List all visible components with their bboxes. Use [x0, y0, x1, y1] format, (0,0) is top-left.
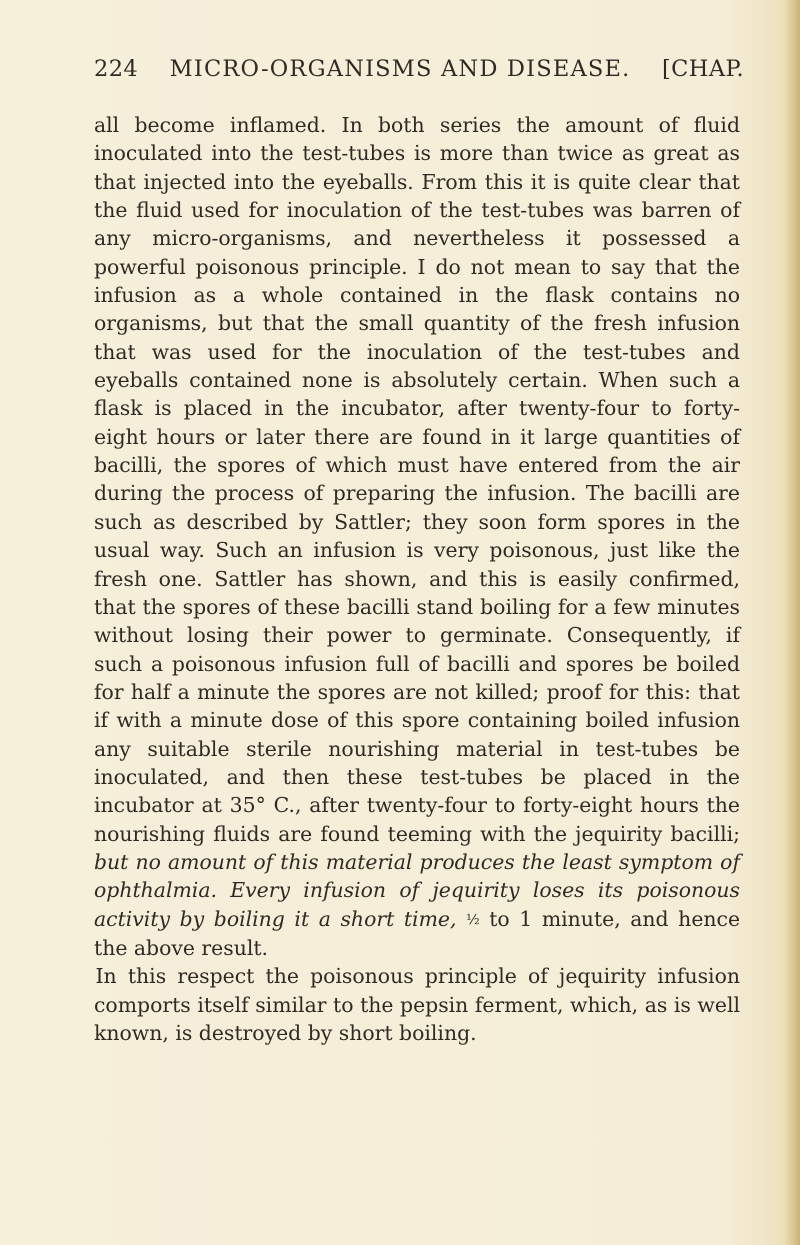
body-text: [94, 111, 740, 1047]
running-title: MICRO-ORGANISMS AND DISEASE.: [169, 56, 631, 82]
paragraph-2: In this respect the poisonous principle of jequirity infusion comports itself similar to the pepsin ferment, which, as is well known, is destroyed by short boiling.: [94, 964, 740, 1045]
running-header: [94, 56, 744, 86]
chapter-marker: [CHAP.: [662, 56, 744, 82]
paragraph-1-italic: but no amount of this material produces the least symptom of ophthalmia. Every infusion of jequirity loses its poisonous activity by boiling it a short time,: [94, 849, 740, 931]
paragraph-1-text-a: all become inflamed. In both series the amount of fluid inoculated into the test-tubes is more than twice as great as that injected into the eyeballs. From this it is quite clear that the fluid used for inoculation of the test-tubes was barren of any micro-organisms, and nevertheless it possessed a powerful poisonous principle. I do not mean to say that the infusion as a whole contained in the flask contains no organisms, but that the small quantity of the fresh infusion that was used for the inoculation of the test-tubes and eyeballs contained none is absolutely certain. When such a flask is placed in the incubator, after twenty-four to forty-eight hours or later there are found in it large quantities of bacilli, the spores of which must have entered from the air during the process of preparing the infusion. The bacilli are such as described by Sattler; they soon form spores in the usual way. Such an infusion is very poisonous, just like the fresh one. Sattler has shown, and this is easily confirmed, that the spores of these bacilli stand boiling for a few minutes without losing their power to germinate. Consequently, if such a poisonous infusion full of bacilli and spores be boiled for half a minute the spores are not killed; proof for this: that if with a minute dose of this spore containing boiled infusion any suitable sterile nourishing material in test-tubes be inoculated, and then these test-tubes be placed in the incubator at 35° C., after twenty-four to forty-eight hours the nourishing fluids are found teeming with the jequirity bacilli;: [94, 113, 740, 846]
page-number: 224: [94, 56, 139, 82]
page-edge-shadow: [784, 0, 800, 1245]
paragraph-1: [94, 111, 740, 962]
paragraph-1-text-b: to 1 minute, and hence the above result.: [94, 906, 741, 960]
fraction-half: ½: [466, 911, 480, 928]
